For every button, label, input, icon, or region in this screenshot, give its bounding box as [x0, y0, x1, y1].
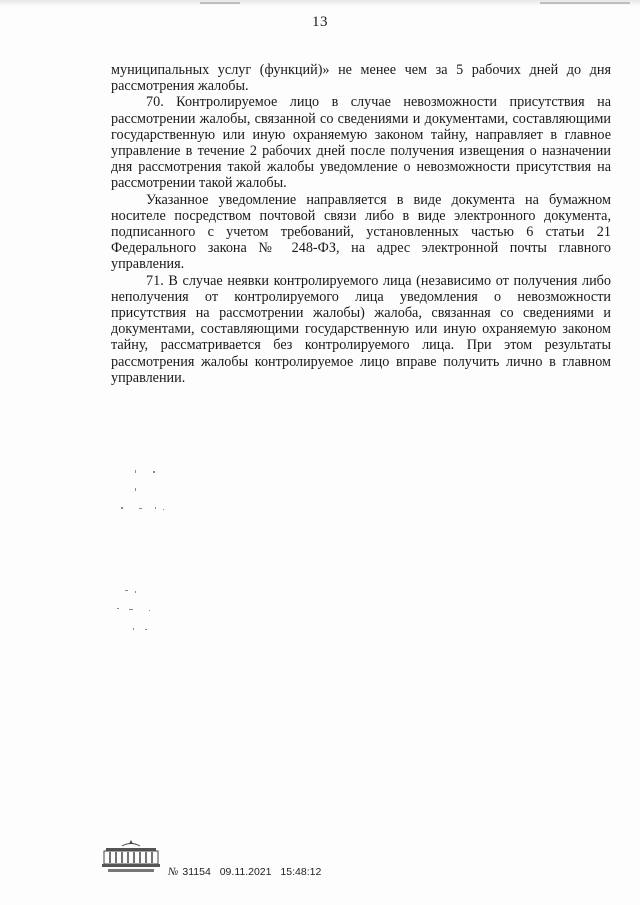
paragraph-continuation: муниципальных услуг (функций)» не менее чем за 5 рабочих дней до дня рассмотрения жалобы. — [111, 62, 611, 95]
registration-date: 09.11.2021 — [219, 866, 272, 878]
registration-number: 31154 — [182, 866, 211, 878]
page-number: 13 — [312, 14, 328, 30]
registration-footer — [168, 866, 321, 878]
document-body — [111, 62, 611, 386]
number-sign: № — [168, 866, 179, 878]
paragraph-71: 71. В случае неявки контролируемого лица (независимо от получения либо неполучения от контролируемого лица уведомления о невозможности присутствия на рассмотрении жалобы) жалоба, связанная со сведениями и документами, составляющими государственную или иную охраняемую законом тайну, рассматривается без контролируемого лица. При этом результаты рассмотрения жалобы контролируемое лицо вправе получить лично в главном управлении. — [111, 272, 611, 386]
registration-time: 15:48:12 — [280, 866, 322, 878]
registration-stamp-icon — [100, 836, 162, 876]
stamp-graphic — [100, 836, 162, 876]
scan-artifact — [540, 2, 630, 4]
paragraph-70: 70. Контролируемое лицо в случае невозможности присутствия на рассмотрении жалобы, связанной со сведениями и документами, составляющими государственную или иную охраняемую законом тайну, направляет в главное управление в течение 2 рабочих дней после получения извещения о назначении дня рассмотрения такой жалобы уведомление о невозможности присутствия на рассмотрении такой жалобы. — [111, 94, 611, 192]
scan-noise — [115, 460, 195, 650]
scan-artifact — [200, 2, 240, 4]
paragraph-notice: Указанное уведомление направляется в виде документа на бумажном носителе посредством почтовой связи либо в виде электронного документа, подписанного с учетом требований, установленных частью 6 статьи 21 Федерального закона № 248-ФЗ, на адрес электронной почты главного управления. — [111, 191, 611, 273]
